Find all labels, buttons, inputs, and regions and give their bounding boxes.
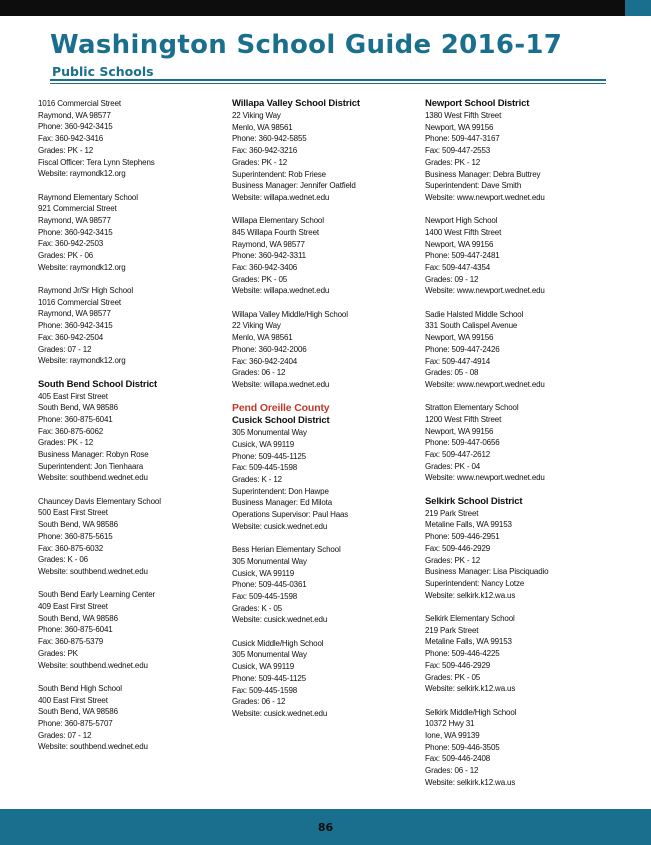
entry-line: 305 Monumental Way	[232, 650, 307, 660]
entry-line: Phone: 360-875-6041	[38, 414, 113, 424]
entry-line: 500 East First Street	[38, 508, 108, 518]
entry-line: Fiscal Officer: Tera Lynn Stephens	[38, 157, 155, 167]
entry-line: Grades: PK - 12	[425, 555, 481, 565]
entry-line: Phone: 360-942-3415	[38, 321, 113, 331]
entry-line: Superintendent: Rob Friese	[232, 169, 326, 179]
directory-entry	[38, 683, 223, 753]
district-heading: Selkirk School District	[425, 495, 523, 507]
entry-line: Grades: 07 - 12	[38, 344, 92, 354]
entry-line: Business Manager: Jennifer Oatfield	[232, 181, 356, 191]
entry-line: Business Manager: Lisa Pisciquadio	[425, 567, 549, 577]
entry-line: South Bend, WA 98586	[38, 520, 118, 530]
entry-line: Website: selkirk.k12.wa.us	[425, 590, 516, 600]
entry-line: Grades: PK - 12	[38, 145, 94, 155]
entry-line: Menlo, WA 98561	[232, 333, 293, 343]
entry-line: Website: www.newport.wednet.edu	[425, 473, 545, 483]
entry-line: 845 Willapa Fourth Street	[232, 227, 319, 237]
entry-line: South Bend, WA 98586	[38, 403, 118, 413]
entry-line: Fax: 509-447-2612	[425, 450, 491, 460]
entry-line: Phone: 509-447-3167	[425, 134, 500, 144]
entry-line: Grades: K - 05	[232, 603, 282, 613]
entry-line: Phone: 360-942-3415	[38, 122, 113, 132]
entry-line: 1400 West Fifth Street	[425, 227, 502, 237]
entry-line: Grades: K - 12	[232, 475, 282, 485]
entry-line: 1200 West Fifth Street	[425, 414, 502, 424]
entry-line: Ione, WA 99139	[425, 730, 480, 740]
directory-entry	[38, 496, 223, 578]
entry-line: Phone: 360-875-6041	[38, 625, 113, 635]
entry-line: South Bend, WA 98586	[38, 613, 118, 623]
entry-line: Raymond Jr/Sr High School	[38, 286, 133, 296]
directory-entry	[425, 402, 610, 484]
entry-line: Website: southbend.wednet.edu	[38, 473, 148, 483]
entry-line: 305 Monumental Way	[232, 556, 307, 566]
directory-entry	[232, 544, 417, 626]
county-heading: Pend Oreille County	[232, 402, 330, 415]
entry-line: Fax: 509-447-4354	[425, 263, 491, 273]
entry-line: Website: www.newport.wednet.edu	[425, 192, 545, 202]
entry-line: Website: raymondk12.org	[38, 356, 126, 366]
directory-entry	[232, 402, 417, 532]
top-bar-accent	[625, 0, 651, 16]
entry-line: Phone: 360-942-3415	[38, 227, 113, 237]
entry-line: Website: willapa.wednet.edu	[232, 379, 330, 389]
entry-line: Website: southbend.wednet.edu	[38, 742, 148, 752]
entry-line: Newport, WA 99156	[425, 426, 494, 436]
entry-line: South Bend, WA 98586	[38, 707, 118, 717]
entry-line: Newport, WA 99156	[425, 333, 494, 343]
directory-entry	[38, 589, 223, 671]
directory-entry	[38, 285, 223, 367]
entry-line: Website: southbend.wednet.edu	[38, 660, 148, 670]
entry-line: Grades: PK - 12	[232, 157, 288, 167]
entry-line: Phone: 360-942-5855	[232, 134, 307, 144]
entry-line: Phone: 509-447-0656	[425, 438, 500, 448]
directory-column-2	[232, 98, 417, 731]
entry-line: Grades: 09 - 12	[425, 274, 479, 284]
entry-line: 400 East First Street	[38, 695, 108, 705]
entry-line: 405 East First Street	[38, 391, 108, 401]
entry-line: Grades: PK	[38, 648, 78, 658]
district-heading: Willapa Valley School District	[232, 98, 360, 109]
entry-line: Fax: 509-445-1598	[232, 463, 298, 473]
entry-line: Website: cusick.wednet.edu	[232, 708, 328, 718]
entry-line: 331 South Calispel Avenue	[425, 321, 518, 331]
entry-line: Website: cusick.wednet.edu	[232, 521, 328, 531]
page-footer	[0, 809, 651, 845]
district-heading: Newport School District	[425, 98, 530, 109]
entry-line: Metaline Falls, WA 99153	[425, 637, 512, 647]
directory-entry	[232, 98, 417, 204]
entry-line: Fax: 509-446-2929	[425, 543, 491, 553]
entry-line: 1380 West Fifth Street	[425, 111, 502, 120]
entry-line: Phone: 509-447-2481	[425, 251, 500, 261]
entry-line: Fax: 509-447-4914	[425, 356, 491, 366]
entry-line: Website: cusick.wednet.edu	[232, 615, 328, 625]
entry-line: Fax: 360-942-2504	[38, 332, 104, 342]
entry-line: Website: willapa.wednet.edu	[232, 192, 330, 202]
entry-line: Website: willapa.wednet.edu	[232, 286, 330, 296]
entry-line: Business Manager: Robyn Rose	[38, 450, 149, 460]
entry-line: Superintendent: Jon Tienhaara	[38, 461, 144, 471]
entry-line: 409 East First Street	[38, 601, 108, 611]
directory-entry	[425, 707, 610, 789]
entry-line: Website: southbend.wednet.edu	[38, 566, 148, 576]
entry-line: Newport High School	[425, 216, 498, 226]
entry-line: Grades: 07 - 12	[38, 730, 92, 740]
entry-line: Business Manager: Ed Milota	[232, 498, 333, 508]
entry-line: Bess Herian Elementary School	[232, 545, 341, 555]
entry-line: Phone: 509-446-3505	[425, 742, 500, 752]
entry-line: Grades: PK - 12	[425, 157, 481, 167]
entry-line: 219 Park Street	[425, 508, 479, 518]
directory-entry	[425, 309, 610, 391]
entry-line: 921 Commercial Street	[38, 204, 117, 214]
entry-line: Phone: 360-942-2006	[232, 344, 307, 354]
entry-line: Selkirk Elementary School	[425, 613, 515, 623]
directory-entry	[232, 309, 417, 391]
entry-line: Fax: 360-942-2404	[232, 356, 298, 366]
entry-line: Raymond, WA 98577	[38, 110, 111, 120]
entry-line: Raymond, WA 98577	[232, 239, 305, 249]
entry-line: Superintendent: Dave Smith	[425, 181, 522, 191]
entry-line: Grades: PK - 05	[425, 672, 481, 682]
directory-entry	[38, 98, 223, 180]
page-subtitle: Public Schools	[52, 64, 154, 79]
entry-line: Willapa Elementary School	[232, 216, 324, 226]
entry-line: Grades: PK - 06	[38, 251, 94, 261]
entry-line: 1016 Commercial Street	[38, 297, 121, 307]
entry-line: 219 Park Street	[425, 625, 479, 635]
directory-entry	[425, 98, 610, 204]
entry-line: Cusick, WA 99119	[232, 439, 295, 449]
entry-line: Fax: 360-942-2503	[38, 239, 104, 249]
entry-line: Grades: K - 06	[38, 555, 88, 565]
entry-line: Cusick, WA 99119	[232, 662, 295, 672]
entry-line: Fax: 509-446-2929	[425, 660, 491, 670]
entry-line: Selkirk Middle/High School	[425, 707, 517, 717]
page-number: 86	[317, 821, 334, 834]
entry-line: Grades: PK - 04	[425, 461, 481, 471]
entry-line: Phone: 360-942-3311	[232, 251, 306, 261]
directory-entry	[425, 215, 610, 297]
entry-line: Fax: 360-942-3416	[38, 134, 104, 144]
directory-entry	[232, 215, 417, 297]
entry-line: Fax: 509-447-2553	[425, 146, 491, 156]
entry-line: Phone: 360-875-5615	[38, 531, 113, 541]
entry-line: Website: www.newport.wednet.edu	[425, 286, 545, 296]
entry-line: Website: selkirk.k12.wa.us	[425, 777, 516, 787]
entry-line: Raymond, WA 98577	[38, 309, 111, 319]
entry-line: Website: raymondk12.org	[38, 169, 126, 179]
entry-line: Phone: 509-447-2426	[425, 344, 500, 354]
entry-line: Phone: 509-445-1125	[232, 451, 306, 461]
entry-line: Grades: 06 - 12	[232, 368, 286, 378]
entry-line: Website: selkirk.k12.wa.us	[425, 684, 516, 694]
entry-line: South Bend Early Learning Center	[38, 590, 156, 600]
directory-entry	[425, 613, 610, 695]
entry-line: Stratton Elementary School	[425, 403, 519, 413]
entry-line: 22 Viking Way	[232, 111, 281, 120]
entry-line: Phone: 509-445-0361	[232, 580, 307, 590]
entry-line: Fax: 360-875-5379	[38, 637, 104, 647]
entry-line: 22 Viking Way	[232, 321, 281, 331]
header-divider	[50, 79, 606, 81]
entry-line: Raymond Elementary School	[38, 192, 138, 202]
entry-line: Grades: 05 - 08	[425, 368, 479, 378]
entry-line: Fax: 360-875-6062	[38, 426, 104, 436]
directory-entry	[425, 496, 610, 602]
directory-entry	[232, 638, 417, 720]
entry-line: Phone: 509-446-4225	[425, 649, 500, 659]
entry-line: Newport, WA 99156	[425, 239, 494, 249]
entry-line: Fax: 360-875-6032	[38, 543, 104, 553]
entry-line: Phone: 360-875-5707	[38, 718, 113, 728]
header-divider-thin	[50, 83, 606, 84]
page-title: Washington School Guide 2016-17	[50, 30, 563, 60]
entry-line: Cusick Middle/High School	[232, 638, 324, 648]
entry-line: Grades: 06 - 12	[232, 697, 286, 707]
directory-entry	[38, 192, 223, 274]
entry-line: 305 Monumental Way	[232, 428, 307, 438]
directory-column-3	[425, 98, 610, 800]
entry-line: Website: www.newport.wednet.edu	[425, 379, 545, 389]
entry-line: Fax: 509-445-1598	[232, 685, 298, 695]
entry-line: 1016 Commercial Street	[38, 99, 121, 108]
entry-line: Grades: PK - 05	[232, 274, 288, 284]
district-heading: Cusick School District	[232, 415, 330, 427]
district-heading: South Bend School District	[38, 378, 158, 390]
entry-line: Raymond, WA 98577	[38, 215, 111, 225]
top-bar	[0, 0, 651, 16]
entry-line: Menlo, WA 98561	[232, 122, 293, 132]
entry-line: Website: raymondk12.org	[38, 262, 126, 272]
entry-line: Grades: 06 - 12	[425, 766, 479, 776]
entry-line: South Bend High School	[38, 683, 122, 693]
entry-line: Phone: 509-445-1125	[232, 673, 306, 683]
directory-column-1	[38, 98, 223, 765]
entry-line: Phone: 509-446-2951	[425, 532, 500, 542]
entry-line: Fax: 360-942-3216	[232, 146, 298, 156]
entry-line: Grades: PK - 12	[38, 438, 94, 448]
entry-line: Sadie Halsted Middle School	[425, 309, 524, 319]
entry-line: Operations Supervisor: Paul Haas	[232, 510, 349, 520]
entry-line: 10372 Hwy 31	[425, 719, 475, 729]
entry-line: Cusick, WA 99119	[232, 568, 295, 578]
entry-line: Fax: 509-446-2408	[425, 754, 491, 764]
entry-line: Superintendent: Don Hawpe	[232, 486, 329, 496]
entry-line: Fax: 509-445-1598	[232, 591, 298, 601]
entry-line: Chauncey Davis Elementary School	[38, 496, 161, 506]
entry-line: Fax: 360-942-3406	[232, 263, 298, 273]
directory-entry	[38, 379, 223, 485]
entry-line: Superintendent: Nancy Lotze	[425, 578, 525, 588]
entry-line: Business Manager: Debra Buttrey	[425, 169, 541, 179]
entry-line: Metaline Falls, WA 99153	[425, 520, 512, 530]
entry-line: Willapa Valley Middle/High School	[232, 309, 348, 319]
entry-line: Newport, WA 99156	[425, 122, 494, 132]
